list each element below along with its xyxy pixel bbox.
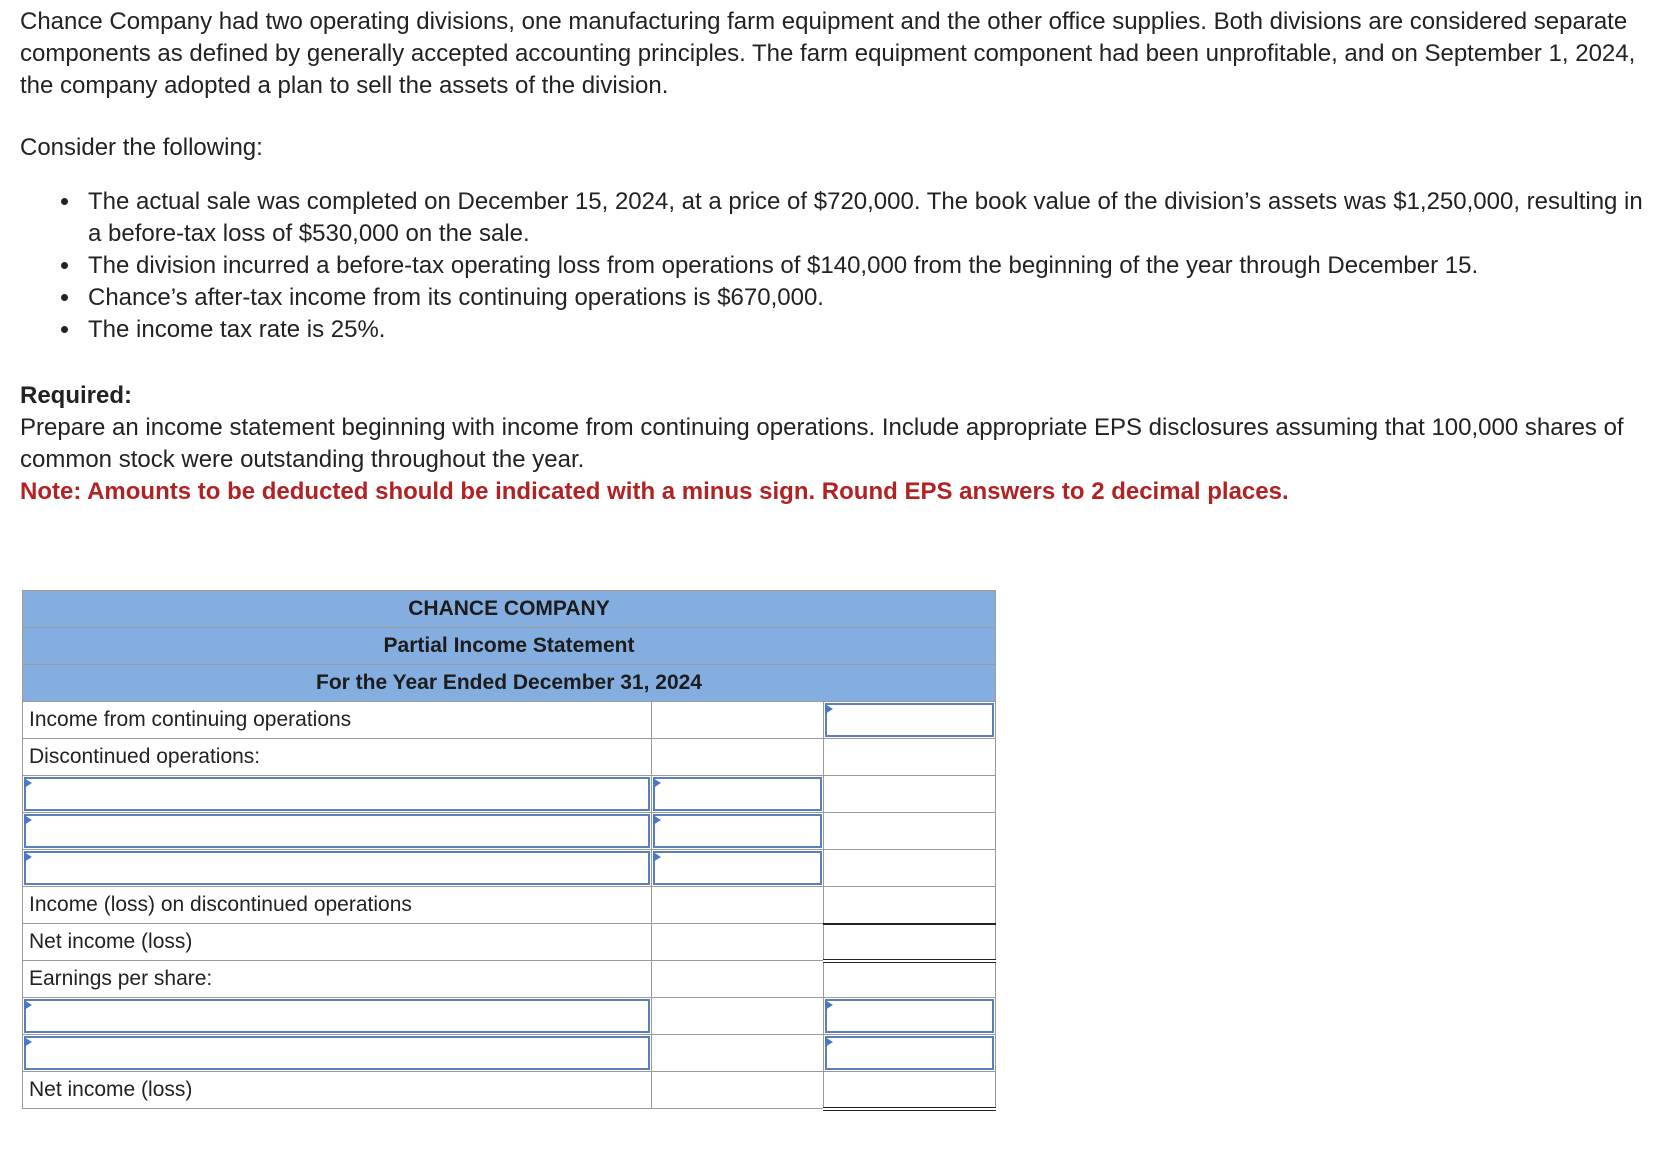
instruction-note: Note: Amounts to be deducted should be indicated with a minus sign. Round EPS answers to 2 decimal places.: [20, 478, 1289, 505]
table-row: [23, 998, 996, 1035]
discontinued-line-1-amount-input[interactable]: [652, 776, 824, 813]
required-text: Prepare an income statement beginning with income from continuing operations. Include appropriate EPS disclosures assuming that 100,000 shares of common stock were outstanding throughout the year.: [20, 414, 1624, 473]
consider-label: Consider the following:: [20, 134, 263, 161]
statement-period: For the Year Ended December 31, 2024: [23, 665, 996, 702]
row-label-net-income: Net income (loss): [23, 924, 652, 961]
income-statement-table: [22, 590, 996, 1111]
statement-title: Partial Income Statement: [23, 628, 996, 665]
table-row: [23, 961, 996, 998]
table-row: [23, 776, 996, 813]
empty-cell: [824, 776, 996, 813]
list-item: • The income tax rate is 25%.: [82, 314, 1646, 346]
income-discontinued-amount-cell[interactable]: [824, 887, 996, 924]
empty-cell: [652, 887, 824, 924]
table-row: [23, 813, 996, 850]
row-label-discontinued: Discontinued operations:: [23, 739, 652, 776]
row-label-income-continuing: Income from continuing operations: [23, 702, 652, 739]
discontinued-line-3-label-input[interactable]: [23, 850, 652, 887]
table-row: [23, 850, 996, 887]
list-item: • The actual sale was completed on December 15, 2024, at a price of $720,000. The book value of the division’s assets was $1,250,000, resulting in a before-tax loss of $530,000 on the sale.: [82, 186, 1646, 250]
discontinued-line-1-label-input[interactable]: [23, 776, 652, 813]
list-item: • The division incurred a before-tax operating loss from operations of $140,000 from the beginning of the year through December 15.: [82, 250, 1646, 282]
table-row: [23, 1072, 996, 1109]
table-row: [23, 739, 996, 776]
table-row: [23, 702, 996, 739]
discontinued-line-2-amount-input[interactable]: [652, 813, 824, 850]
eps-line-1-amount-input[interactable]: [824, 998, 996, 1035]
required-heading: Required:: [20, 382, 133, 409]
discontinued-line-2-label-input[interactable]: [23, 813, 652, 850]
row-label-eps-net-income: Net income (loss): [23, 1072, 652, 1109]
empty-cell: [824, 813, 996, 850]
list-item: • Chance’s after-tax income from its continuing operations is $670,000.: [82, 282, 1646, 314]
table-row: [23, 1035, 996, 1072]
company-name: CHANCE COMPANY: [23, 591, 996, 628]
eps-net-income-amount-cell[interactable]: [824, 1072, 996, 1109]
empty-cell: [824, 961, 996, 998]
table-row: [23, 887, 996, 924]
empty-cell: [652, 739, 824, 776]
eps-line-1-label-input[interactable]: [23, 998, 652, 1035]
empty-cell: [652, 702, 824, 739]
eps-line-2-label-input[interactable]: [23, 1035, 652, 1072]
empty-cell: [652, 924, 824, 961]
eps-line-2-amount-input[interactable]: [824, 1035, 996, 1072]
empty-cell: [652, 1072, 824, 1109]
table-row: [23, 924, 996, 961]
empty-cell: [652, 998, 824, 1035]
row-label-income-discontinued: Income (loss) on discontinued operations: [23, 887, 652, 924]
problem-intro: Chance Company had two operating divisions, one manufacturing farm equipment and the other office supplies. Both divisions are considered separate components as defined by generally accepted accounting principles. The farm equipment component had been unprofitable, and on September 1, 2024, the company adopted a plan to sell the assets of the division.: [20, 8, 1636, 99]
discontinued-line-3-amount-input[interactable]: [652, 850, 824, 887]
net-income-amount-cell[interactable]: [824, 924, 996, 961]
empty-cell: [824, 850, 996, 887]
income-continuing-amount-input[interactable]: [824, 702, 996, 739]
empty-cell: [652, 961, 824, 998]
facts-list: [20, 186, 1646, 346]
row-label-eps: Earnings per share:: [23, 961, 652, 998]
empty-cell: [824, 739, 996, 776]
empty-cell: [652, 1035, 824, 1072]
